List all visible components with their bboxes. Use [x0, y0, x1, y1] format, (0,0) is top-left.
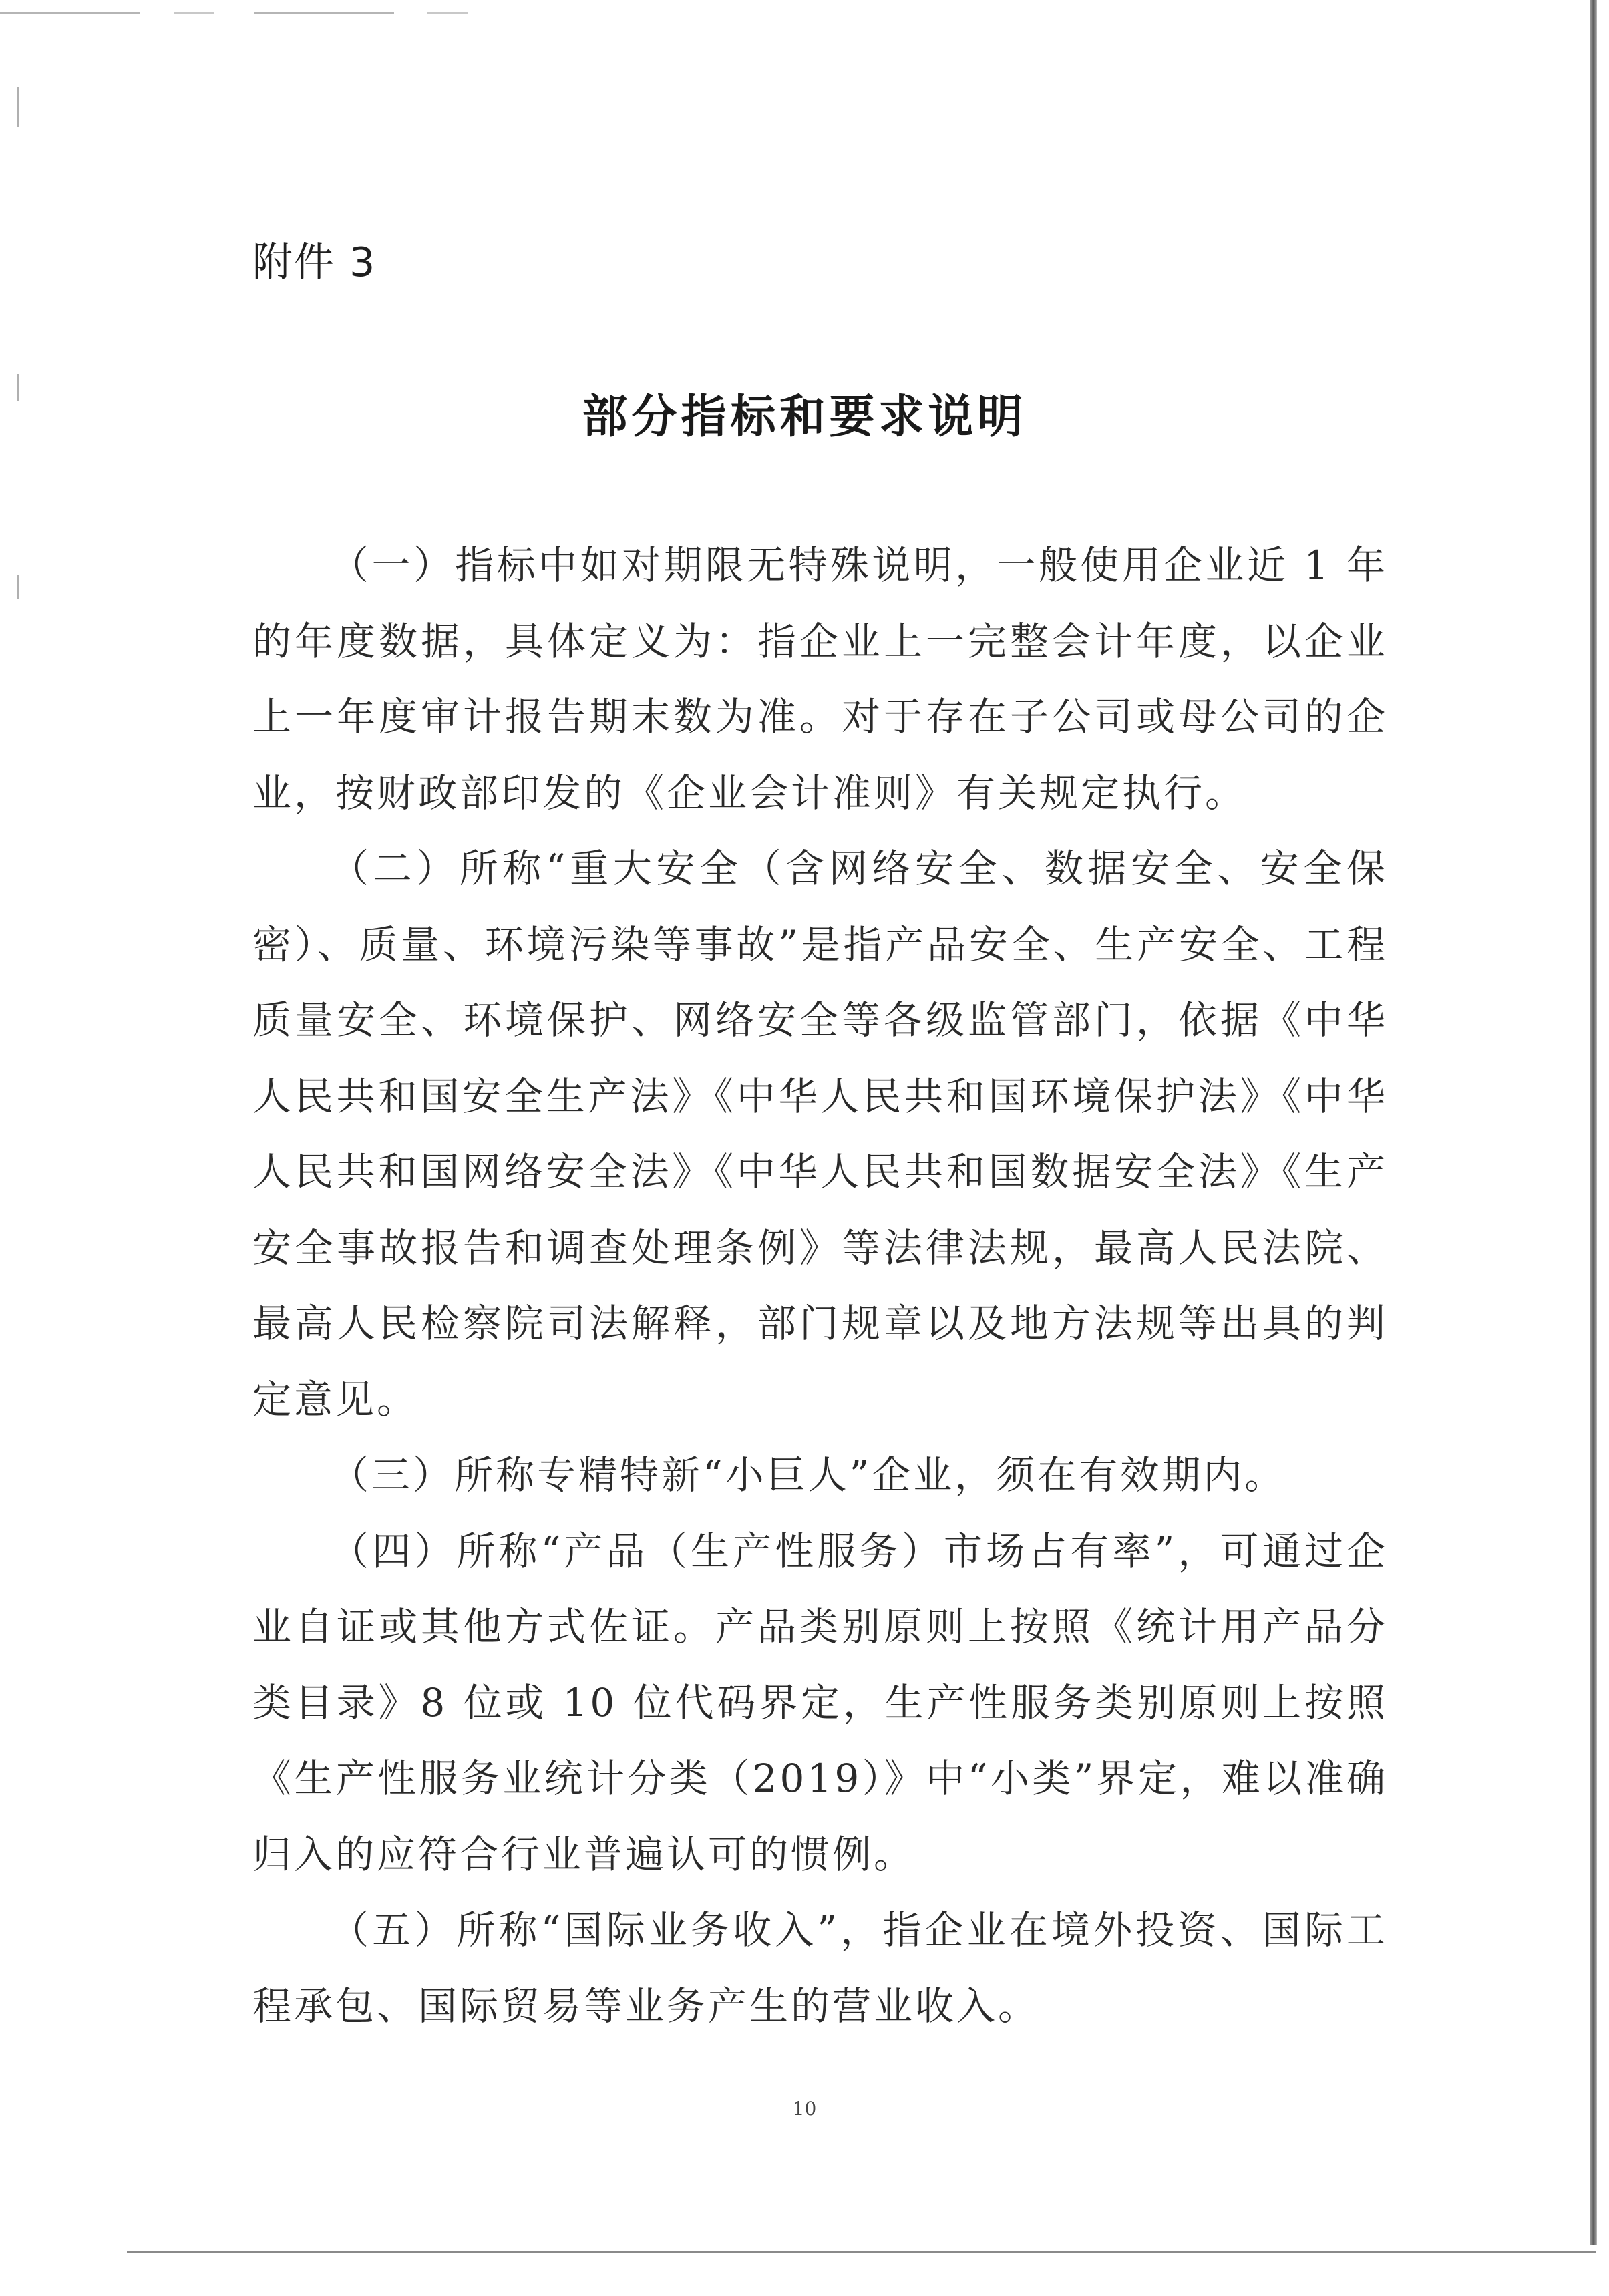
paragraph-2: （二）所称“重大安全（含网络安全、数据安全、安全保密）、质量、环境污染等事故”是指产品安全、生产安全、工程质量安全、环境保护、网络安全等各级监管部门，依据《中华人民共和国安全生产法》《中华人民共和国环境保护法》《中华人民共和国网络安全法》《中华人民共和国数据安全法》《生产安全事故报告和调查处理条例》等法律法规，最高人民法院、最高人民检察院司法解释，部门规章以及地方法规等出具的判定意见。	[252, 846, 1388, 1422]
scan-top-border	[0, 12, 508, 14]
scan-left-mark	[17, 575, 19, 599]
scan-left-mark	[17, 87, 19, 127]
paragraph-1: （一）指标中如对期限无特殊说明，一般使用企业近 1 年的年度数据，具体定义为：指企业上一完整会计年度，以企业上一年度审计报告期末数为准。对于存在子公司或母公司的企业，按财政部印发的《企业会计准则》有关规定执行。	[252, 542, 1388, 816]
document-body	[252, 528, 1388, 2044]
scan-bottom-edge	[127, 2251, 1596, 2253]
page-number: 10	[792, 2098, 817, 2120]
paragraph-4: （四）所称“产品（生产性服务）市场占有率”，可通过企业自证或其他方式佐证。产品类别原则上按照《统计用产品分类目录》8 位或 10 位代码界定，生产性服务类别原则上按照《生产性服务业统计分类（2019）》中“小类”界定，难以准确归入的应符合行业普遍认可的惯例。	[252, 1528, 1388, 1877]
document-title: 部分指标和要求说明	[582, 391, 1027, 444]
scan-right-edge	[1590, 0, 1597, 2245]
paragraph-5: （五）所称“国际业务收入”，指企业在境外投资、国际工程承包、国际贸易等业务产生的营业收入。	[252, 1907, 1388, 2029]
paragraph-3: （三）所称专精特新“小巨人”企业，须在有效期内。	[330, 1452, 1286, 1498]
attachment-label: 附件 3	[252, 239, 377, 286]
